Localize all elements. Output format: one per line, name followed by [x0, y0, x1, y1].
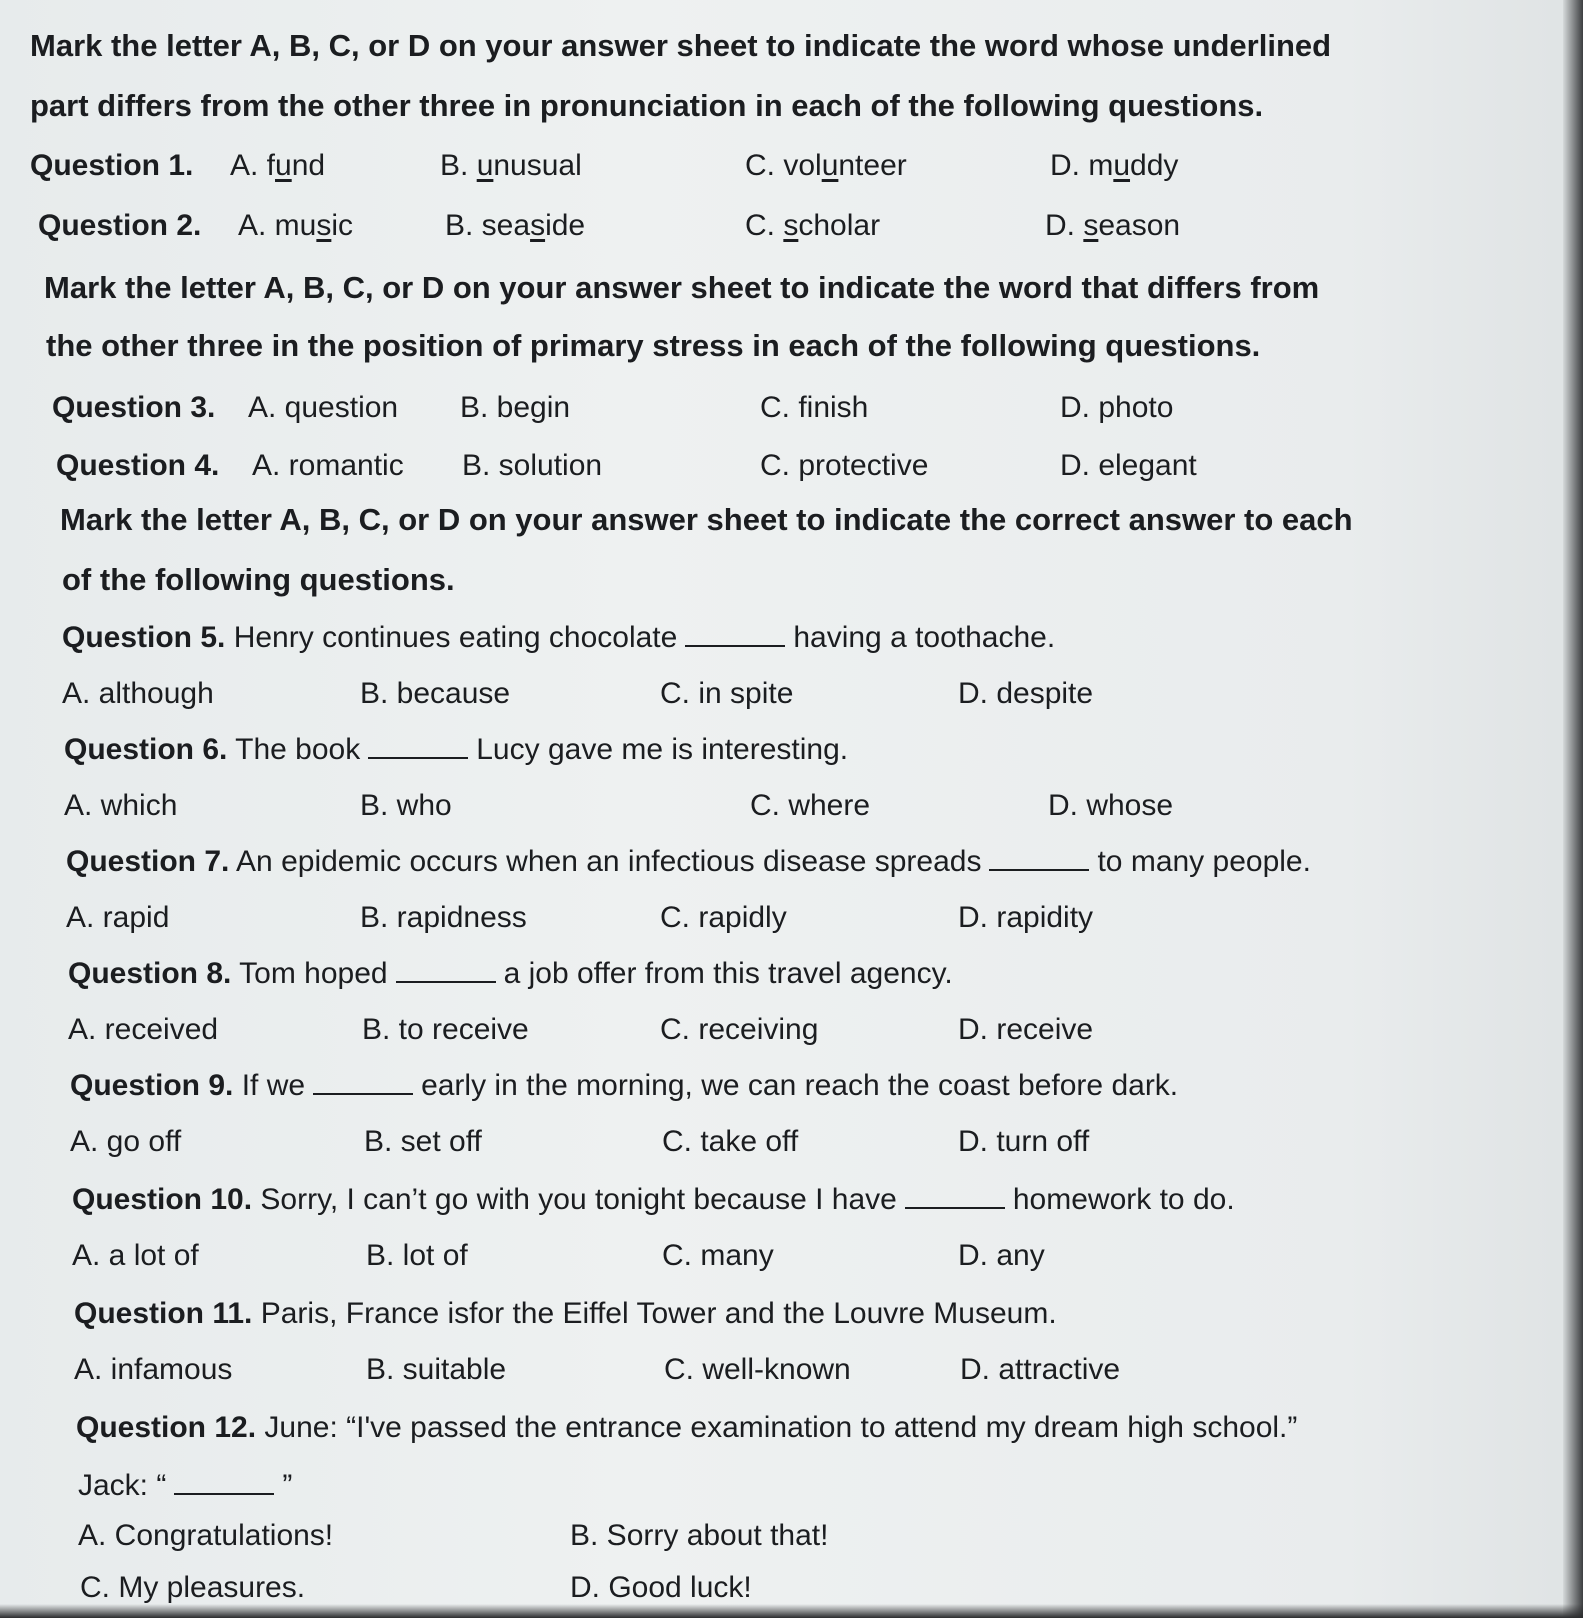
question-5-options — [30, 672, 1530, 716]
option-d[interactable]: D. any — [958, 1239, 1045, 1272]
option-d[interactable]: D. rapidity — [958, 901, 1094, 934]
option-b[interactable]: B. because — [360, 677, 511, 710]
option-c[interactable]: C. take off — [662, 1125, 799, 1158]
question-label: Question 9. — [70, 1069, 234, 1102]
option-d[interactable]: D. despite — [958, 677, 1094, 710]
option-b[interactable]: B. set off — [364, 1125, 482, 1158]
question-9-options — [30, 1120, 1530, 1164]
option-d[interactable]: D. receive — [958, 1013, 1094, 1046]
option-b[interactable]: B. unusual — [440, 149, 582, 182]
question-2 — [30, 204, 1530, 248]
stem-text: Sorry, I can’t go with you tonight because I have — [260, 1183, 897, 1216]
question-6-options — [30, 784, 1530, 828]
page-bottom-shadow — [0, 1604, 1583, 1618]
option-b[interactable]: B. begin — [460, 391, 571, 424]
stem-text: homework to do. — [1012, 1183, 1235, 1216]
question-label: Question 3. — [52, 391, 216, 424]
stem-text: If we — [241, 1069, 306, 1102]
stem-text: The book — [235, 733, 361, 766]
question-4 — [30, 444, 1530, 488]
stem-text: Paris, France isfor the Eiffel Tower and the Louvre Museum. — [260, 1297, 1057, 1330]
option-d[interactable]: D. elegant — [1060, 449, 1197, 482]
question-9-stem — [30, 1064, 1530, 1108]
option-c[interactable]: C. volunteer — [745, 149, 907, 182]
stem-text: Tom hoped — [239, 957, 388, 990]
option-a[interactable]: A. rapid — [66, 901, 170, 934]
option-b[interactable]: B. seaside — [445, 209, 586, 242]
option-d[interactable]: D. Good luck! — [570, 1571, 752, 1604]
instruction-correct-line-1: Mark the letter A, B, C, or D on your answer sheet to indicate the correct answer to each — [60, 502, 1353, 537]
question-11-stem — [30, 1292, 1530, 1336]
option-a[interactable]: A. go off — [70, 1125, 182, 1158]
question-7-stem — [30, 840, 1530, 884]
stem-text: a job offer from this travel agency. — [503, 957, 953, 990]
option-a[interactable]: A. although — [62, 677, 214, 710]
option-b[interactable]: B. Sorry about that! — [570, 1519, 829, 1552]
question-1 — [30, 144, 1530, 188]
option-c[interactable]: C. where — [750, 789, 871, 822]
question-6-stem — [30, 728, 1530, 772]
question-7-options — [30, 896, 1530, 940]
option-a[interactable]: A. romantic — [252, 449, 404, 482]
option-c[interactable]: C. finish — [760, 391, 869, 424]
question-10-options — [30, 1234, 1530, 1278]
jack-suffix: ” — [282, 1469, 293, 1502]
option-c[interactable]: C. rapidly — [660, 901, 787, 934]
question-label: Question 7. — [66, 845, 230, 878]
question-label: Question 4. — [56, 449, 220, 482]
option-a[interactable]: A. infamous — [74, 1353, 233, 1386]
jack-prefix: Jack: “ — [78, 1469, 167, 1502]
option-a[interactable]: A. music — [238, 209, 354, 242]
answer-blank[interactable] — [396, 955, 496, 983]
question-12-options-row-1 — [30, 1514, 1530, 1558]
stem-text: to many people. — [1097, 845, 1311, 878]
option-c[interactable]: C. receiving — [660, 1013, 819, 1046]
option-d[interactable]: D. attractive — [960, 1353, 1121, 1386]
question-12-jack — [30, 1464, 1530, 1508]
option-a[interactable]: A. received — [68, 1013, 219, 1046]
question-5-stem — [30, 616, 1530, 660]
option-d[interactable]: D. whose — [1048, 789, 1174, 822]
answer-blank[interactable] — [905, 1181, 1005, 1209]
option-c[interactable]: C. My pleasures. — [80, 1571, 306, 1604]
question-label: Question 12. — [76, 1411, 257, 1444]
question-3 — [30, 386, 1530, 430]
option-d[interactable]: D. photo — [1060, 391, 1174, 424]
option-a[interactable]: A. Congratulations! — [78, 1519, 334, 1552]
question-label: Question 11. — [74, 1297, 253, 1330]
option-c[interactable]: C. scholar — [745, 209, 881, 242]
stem-text: Lucy gave me is interesting. — [476, 733, 849, 766]
stem-text: June: “I've passed the entrance examination to attend my dream high school.” — [264, 1411, 1298, 1444]
answer-blank[interactable] — [174, 1467, 274, 1495]
stem-text: Henry continues eating chocolate — [233, 621, 678, 654]
question-label: Question 1. — [30, 149, 194, 182]
question-10-stem — [30, 1178, 1530, 1222]
option-c[interactable]: C. in spite — [660, 677, 794, 710]
answer-blank[interactable] — [685, 619, 785, 647]
question-12-stem — [30, 1406, 1530, 1450]
instruction-stress-line-1: Mark the letter A, B, C, or D on your answer sheet to indicate the word that differs from — [44, 270, 1320, 305]
answer-blank[interactable] — [368, 731, 468, 759]
option-c[interactable]: C. protective — [760, 449, 929, 482]
question-label: Question 5. — [62, 621, 226, 654]
instruction-pronunciation-line-2: part differs from the other three in pronunciation in each of the following questions. — [30, 88, 1264, 123]
option-d[interactable]: D. muddy — [1050, 149, 1179, 182]
option-d[interactable]: D. season — [1045, 209, 1181, 242]
option-a[interactable]: A. question — [248, 391, 399, 424]
option-c[interactable]: C. well-known — [664, 1353, 851, 1386]
option-b[interactable]: B. rapidness — [360, 901, 527, 934]
option-b[interactable]: B. lot of — [366, 1239, 468, 1272]
option-d[interactable]: D. turn off — [958, 1125, 1090, 1158]
question-label: Question 6. — [64, 733, 228, 766]
question-8-stem — [30, 952, 1530, 996]
instruction-correct-line-2: of the following questions. — [62, 562, 455, 597]
question-8-options — [30, 1008, 1530, 1052]
stem-text: An epidemic occurs when an infectious disease spreads — [236, 845, 982, 878]
option-a[interactable]: A. which — [64, 789, 178, 822]
option-a[interactable]: A. a lot of — [72, 1239, 199, 1272]
stem-text: having a toothache. — [793, 621, 1056, 654]
option-b[interactable]: B. to receive — [362, 1013, 529, 1046]
page-edge-shadow — [1563, 0, 1583, 1618]
question-11-options — [30, 1348, 1530, 1392]
option-a[interactable]: A. fund — [230, 149, 326, 182]
option-b[interactable]: B. who — [360, 789, 452, 822]
question-label: Question 2. — [38, 209, 202, 242]
option-c[interactable]: C. many — [662, 1239, 774, 1272]
question-label: Question 10. — [72, 1183, 253, 1216]
answer-blank[interactable] — [313, 1067, 413, 1095]
instruction-pronunciation-line-1: Mark the letter A, B, C, or D on your answer sheet to indicate the word whose underlined — [30, 28, 1332, 63]
answer-blank[interactable] — [989, 843, 1089, 871]
instruction-stress-line-2: the other three in the position of primary stress in each of the following questions. — [46, 328, 1261, 363]
option-b[interactable]: B. suitable — [366, 1353, 507, 1386]
question-label: Question 8. — [68, 957, 232, 990]
stem-text: early in the morning, we can reach the coast before dark. — [421, 1069, 1179, 1102]
option-b[interactable]: B. solution — [462, 449, 603, 482]
